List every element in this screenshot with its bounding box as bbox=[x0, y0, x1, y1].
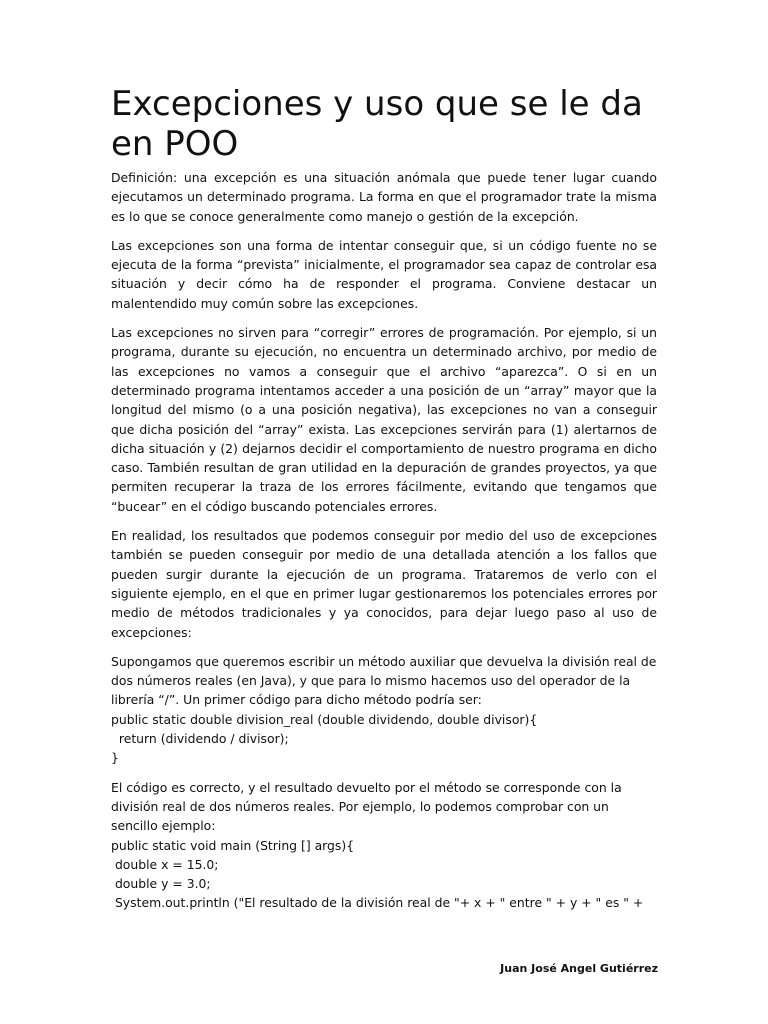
paragraph-no-corregir: Las excepciones no sirven para “corregir” errores de programación. Por ejemplo, si un programa, durante su ejecución, no encuentra un determinado archivo, por medio de las excepciones no vamos a conseguir que el archivo “aparezca”. O si en un determinado programa intentamos acceder a una posición de un “array” mayor que la longitud del mismo (o a una posición negativa), las excepciones no van a conseguir que dicha posición del “array” exista. Las excepciones servirán para (1) alertarnos de dicha situación y (2) dejarnos decidir el comportamiento de nuestro programa en dicho caso. También resultan de gran utilidad en la depuración de grandes proyectos, ya que permiten recuperar la traza de los errores fácilmente, evitando que tengamos que “bucear” en el código buscando potenciales errores. bbox=[111, 325, 657, 514]
paragraph-supongamos bbox=[111, 652, 657, 768]
code-line: System.out.println ("El resultado de la división real de "+ x + " entre " + y + " es " + bbox=[111, 895, 644, 911]
code-line: return (dividendo / divisor); bbox=[111, 731, 289, 747]
text-line: división real de dos números reales. Por ejemplo, lo podemos comprobar con un bbox=[111, 798, 609, 814]
paragraph-intro-excepciones: Las excepciones son una forma de intentar conseguir que, si un código fuente no se ejecuta de la forma “prevista” inicialmente, el programador sea capaz de controlar esa situación y decir cómo ha de responder el programa. Conviene destacar un malentendido muy común sobre las excepciones. bbox=[111, 237, 657, 311]
code-line: public static void main (String [] args){ bbox=[111, 837, 355, 853]
footer-author: Juan José Angel Gutiérrez bbox=[500, 962, 658, 975]
text-line: Supongamos que queremos escribir un método auxiliar que devuelva la división real de bbox=[111, 653, 657, 669]
text-line: dos números reales (en Java), y que para lo mismo hacemos uso del operador de la bbox=[111, 673, 631, 689]
document-page bbox=[111, 84, 657, 923]
code-line: double x = 15.0; bbox=[111, 856, 219, 872]
paragraph-definicion: Definición: una excepción es una situación anómala que puede tener lugar cuando ejecutamos un determinado programa. La forma en que el programador trate la misma es lo que se conoce generalmente como manejo o gestión de la excepción. bbox=[111, 170, 657, 224]
paragraph-en-realidad: En realidad, los resultados que podemos conseguir por medio del uso de excepciones también se pueden conseguir por medio de una detallada atención a los fallos que pueden surgir durante la ejecución de un programa. Trataremos de verlo con el siguiente ejemplo, en el que en primer lugar gestionaremos los potenciales errores por medio de métodos tradicionales y ya conocidos, para dejar luego paso al uso de excepciones: bbox=[111, 528, 657, 640]
text-line: El código es correcto, y el resultado devuelto por el método se corresponde con la bbox=[111, 779, 622, 795]
paragraph-codigo-correcto bbox=[111, 778, 657, 913]
text-line: sencillo ejemplo: bbox=[111, 818, 216, 834]
code-line: public static double division_real (double dividendo, double divisor){ bbox=[111, 711, 538, 727]
text-line: librería “/”. Un primer código para dicho método podría ser: bbox=[111, 692, 482, 708]
document-title: Excepciones y uso que se le da en POO bbox=[111, 84, 643, 164]
code-line: double y = 3.0; bbox=[111, 876, 211, 892]
code-line: } bbox=[111, 750, 119, 766]
